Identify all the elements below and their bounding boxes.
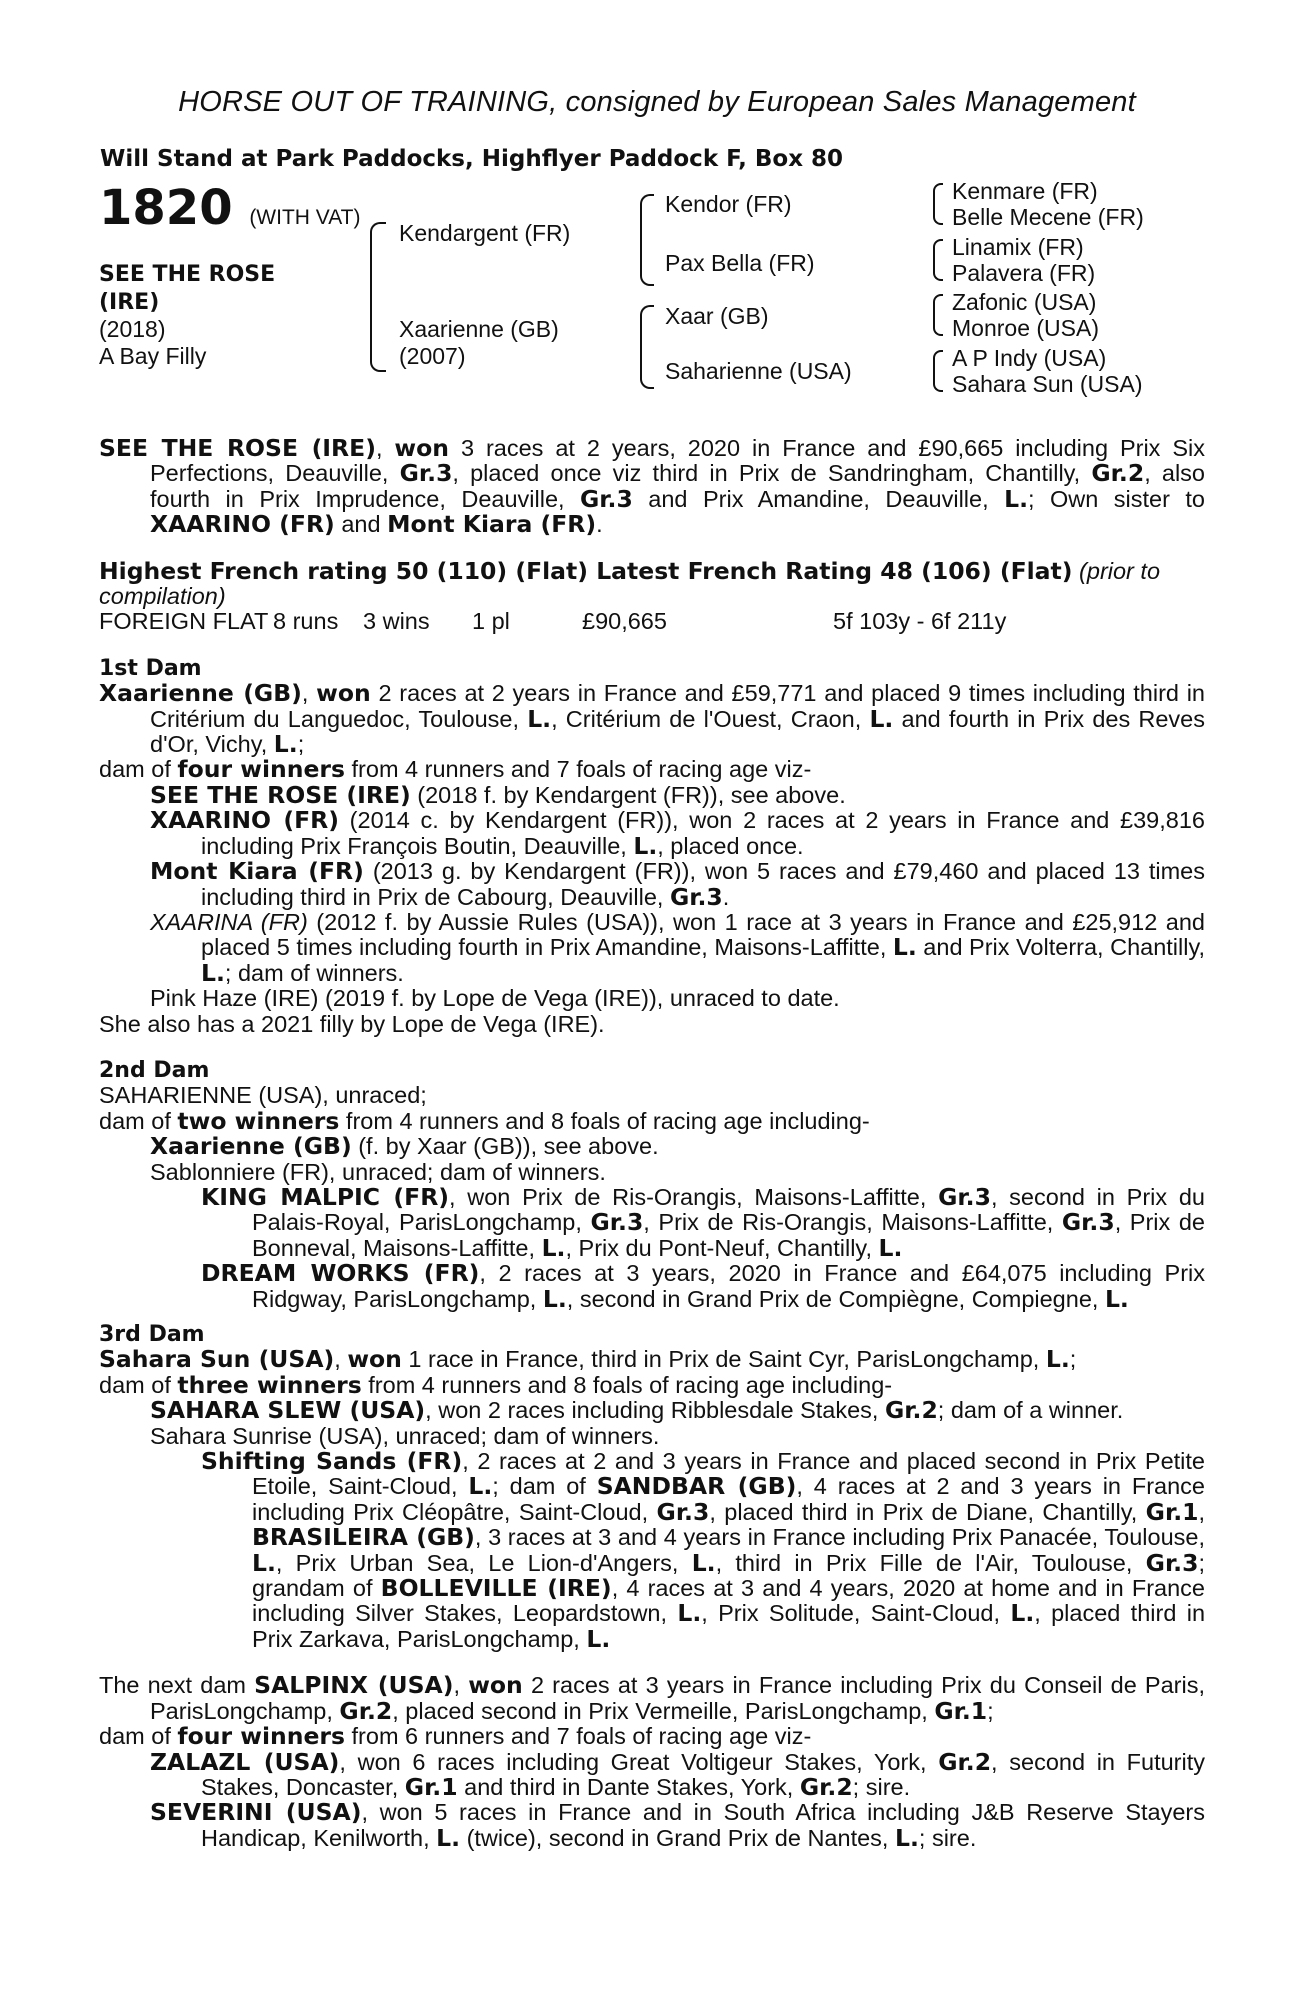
record-wins: 3 wins xyxy=(363,608,430,635)
pedigree-dam: Xaarienne (GB) xyxy=(399,316,559,342)
produce-entry: Pink Haze (IRE) (2019 f. by Lope de Vega (IRE)), unraced to date. xyxy=(150,985,840,1012)
record-earnings: £90,665 xyxy=(582,608,667,635)
record-runs: 8 runs xyxy=(273,608,339,635)
pedigree-dds: A P Indy (USA) xyxy=(952,345,1107,371)
pedigree-dam-year: (2007) xyxy=(399,343,466,369)
horse-name-summary: SEE THE ROSE (IRE) xyxy=(99,434,376,462)
rating-line xyxy=(99,556,1205,610)
pedigree-sire-dam: Pax Bella (FR) xyxy=(665,250,815,276)
rating-text: Highest French rating 50 (110) (Flat) Latest French Rating 48 (106) (Flat) xyxy=(99,556,1073,585)
produce-entry: SAHARA SLEW (USA), won 2 races including Ribblesdale Stakes, Gr.2; dam of a winner. xyxy=(150,1396,1124,1425)
brace-g3-1 xyxy=(933,183,943,225)
produce-entry: Mont Kiara (FR) (2013 g. by Kendargent (FR)), won 5 races and £79,460 and placed 13 times including third in Prix de Cabourg, Deauville, Gr.3. xyxy=(150,857,1205,911)
won-label: won xyxy=(394,434,450,462)
pedigree-ssd: Belle Mecene (FR) xyxy=(952,204,1144,230)
brace-gen1 xyxy=(370,222,386,372)
brace-sire-line xyxy=(640,194,654,286)
pedigree-sds: Linamix (FR) xyxy=(952,234,1084,260)
page-title: HORSE OUT OF TRAINING, consigned by European Sales Management xyxy=(178,86,1136,118)
pedigree-sire: Kendargent (FR) xyxy=(399,220,571,246)
dam1-produce-summary: dam of four winners from 4 runners and 7 foals of racing age viz- xyxy=(99,755,812,784)
dam3-produce-summary: dam of three winners from 4 runners and 8 foals of racing age including- xyxy=(99,1370,893,1399)
produce-entry: KING MALPIC (FR), won Prix de Ris-Orangis, Maisons-Laffitte, Gr.3, second in Prix du Palais-Royal, ParisLongchamp, Gr.3, Prix de Ris-Orangis, Maisons-Laffitte, Gr.3, Prix de Bonneval, Maisons-Laffitte, L., Prix du Pont-Neuf, Chantilly, L. xyxy=(201,1182,1205,1262)
brace-g3-2 xyxy=(933,239,943,281)
dam3-paragraph: Sahara Sun (USA), won 1 race in France, third in Prix de Saint Cyr, ParisLongchamp, L.; xyxy=(99,1345,1077,1374)
horse-description: A Bay Filly xyxy=(99,343,207,369)
produce-entry: SEVERINI (USA), won 5 races in France and in South Africa including J&B Reserve Stayers Handicap, Kenilworth, L. (twice), second in Grand Prix de Nantes, L.; sire. xyxy=(150,1798,1205,1852)
pedigree-dam-sire: Xaar (GB) xyxy=(665,303,769,329)
summary-paragraph: SEE THE ROSE (IRE), won 3 races at 2 years, 2020 in France and £90,665 including Prix Six Perfections, Deauville, Gr.3, placed once viz third in Prix de Sandringham, Chantilly, Gr.2, also fourth in Prix Imprudence, Deauville, Gr.3 and Prix Amandine, Deauville, L.; Own sister to XAARINO (FR) and Mont Kiara (FR). xyxy=(99,434,1206,539)
sibling-name: XAARINO (FR) xyxy=(150,510,335,539)
record-placed: 1 pl xyxy=(472,608,510,635)
brace-g3-4 xyxy=(933,350,943,392)
pedigree-sire-sire: Kendor (FR) xyxy=(665,191,792,217)
produce-entry: Sahara Sunrise (USA), unraced; dam of winners. xyxy=(150,1422,660,1449)
next-dam-produce-summary: dam of four winners from 6 runners and 7 foals of racing age viz- xyxy=(99,1722,812,1751)
record-label: FOREIGN FLAT xyxy=(99,608,269,635)
section-heading-1st-dam: 1st Dam xyxy=(99,655,202,681)
dam1-paragraph: Xaarienne (GB), won 2 races at 2 years in France and £59,771 and placed 9 times including third in Critérium du Languedoc, Toulouse, L., Critérium de l'Ouest, Craon, L. and fourth in Prix des Reves d'Or, Vichy, L.; xyxy=(99,679,1206,759)
pedigree-dam-dam: Saharienne (USA) xyxy=(665,358,852,384)
vat-label: (WITH VAT) xyxy=(249,206,361,229)
produce-entry: Xaarienne (GB) (f. by Xaar (GB)), see above. xyxy=(150,1132,659,1161)
brace-g3-3 xyxy=(933,294,943,336)
horse-name-country: (IRE) xyxy=(99,290,160,315)
produce-entry: Shifting Sands (FR), 2 races at 2 and 3 years in France and placed second in Prix Petite Etoile, Saint-Cloud, L.; dam of SANDBAR (GB), 4 races at 2 and 3 years in France including Prix Cléopâtre, Saint-Cloud, Gr.3, placed third in Prix de Diane, Chantilly, Gr.1, BRASILEIRA (GB), 3 races at 3 and 4 years in France including Prix Panacée, Toulouse, L., Prix Urban Sea, Le Lion-d'Angers, L., third in Prix Fille de l'Air, Toulouse, Gr.3; grandam of BOLLEVILLE (IRE), 4 races at 3 and 4 years, 2020 at home and in France including Silver Stakes, Leopardstown, L., Prix Solitude, Saint-Cloud, L., placed third in Prix Zarkava, ParisLongchamp, L. xyxy=(201,1447,1206,1653)
produce-entry: ZALAZL (USA), won 6 races including Great Voltigeur Stakes, York, Gr.2, second in Futurity Stakes, Doncaster, Gr.1 and third in Dante Stakes, York, Gr.2; sire. xyxy=(150,1747,1205,1801)
stand-location: Will Stand at Park Paddocks, Highflyer Paddock F, Box 80 xyxy=(100,146,844,172)
dam1-also-note: She also has a 2021 filly by Lope de Vega (IRE). xyxy=(99,1010,605,1037)
section-heading-3rd-dam: 3rd Dam xyxy=(99,1322,205,1347)
pedigree-ddd: Sahara Sun (USA) xyxy=(952,371,1143,397)
dam2-produce-summary: dam of two winners from 4 runners and 8 foals of racing age including- xyxy=(99,1106,870,1135)
pedigree-sss: Kenmare (FR) xyxy=(952,178,1098,204)
rating-note: (prior to compilation) xyxy=(99,557,1161,610)
horse-name: SEE THE ROSE xyxy=(99,262,276,287)
pedigree-dss: Zafonic (USA) xyxy=(952,289,1097,315)
record-distance: 5f 103y - 6f 211y xyxy=(833,608,1007,635)
produce-entry: XAARINA (FR) (2012 f. by Aussie Rules (USA)), won 1 race at 3 years in France and £25,912 and placed 5 times including fourth in Prix Amandine, Maisons-Laffitte, L. and Prix Volterra, Chantilly, L.; dam of winners. xyxy=(150,908,1206,987)
lot-number xyxy=(99,180,361,236)
produce-entry: XAARINO (FR) (2014 c. by Kendargent (FR)), won 2 races at 2 years in France and £39,816 including Prix François Boutin, Deauville, L., placed once. xyxy=(150,806,1205,860)
produce-entry: DREAM WORKS (FR), 2 races at 3 years, 2020 in France and £64,075 including Prix Ridgway, ParisLongchamp, L., second in Grand Prix de Compiègne, Compiegne, L. xyxy=(201,1259,1205,1313)
next-dam-paragraph: The next dam SALPINX (USA), won 2 races at 3 years in France including Prix du Conseil de Paris, ParisLongchamp, Gr.2, placed second in Prix Vermeille, ParisLongchamp, Gr.1; xyxy=(99,1671,1206,1725)
catalogue-body xyxy=(99,436,1205,1851)
dam2-line: SAHARIENNE (USA), unraced; xyxy=(99,1082,427,1109)
pedigree-dsd: Monroe (USA) xyxy=(952,315,1099,341)
sibling-name: Mont Kiara (FR) xyxy=(387,510,597,539)
produce-entry: SEE THE ROSE (IRE) (2018 f. by Kendargent (FR)), see above. xyxy=(150,780,846,809)
brace-dam-line xyxy=(640,305,654,389)
foal-year: (2018) xyxy=(99,316,166,342)
produce-entry: Sablonniere (FR), unraced; dam of winners. xyxy=(150,1158,606,1185)
section-heading-2nd-dam: 2nd Dam xyxy=(99,1057,210,1083)
pedigree-sdd: Palavera (FR) xyxy=(952,260,1096,286)
race-record-row xyxy=(99,609,1205,634)
lot-number-value: 1820 xyxy=(99,180,233,236)
